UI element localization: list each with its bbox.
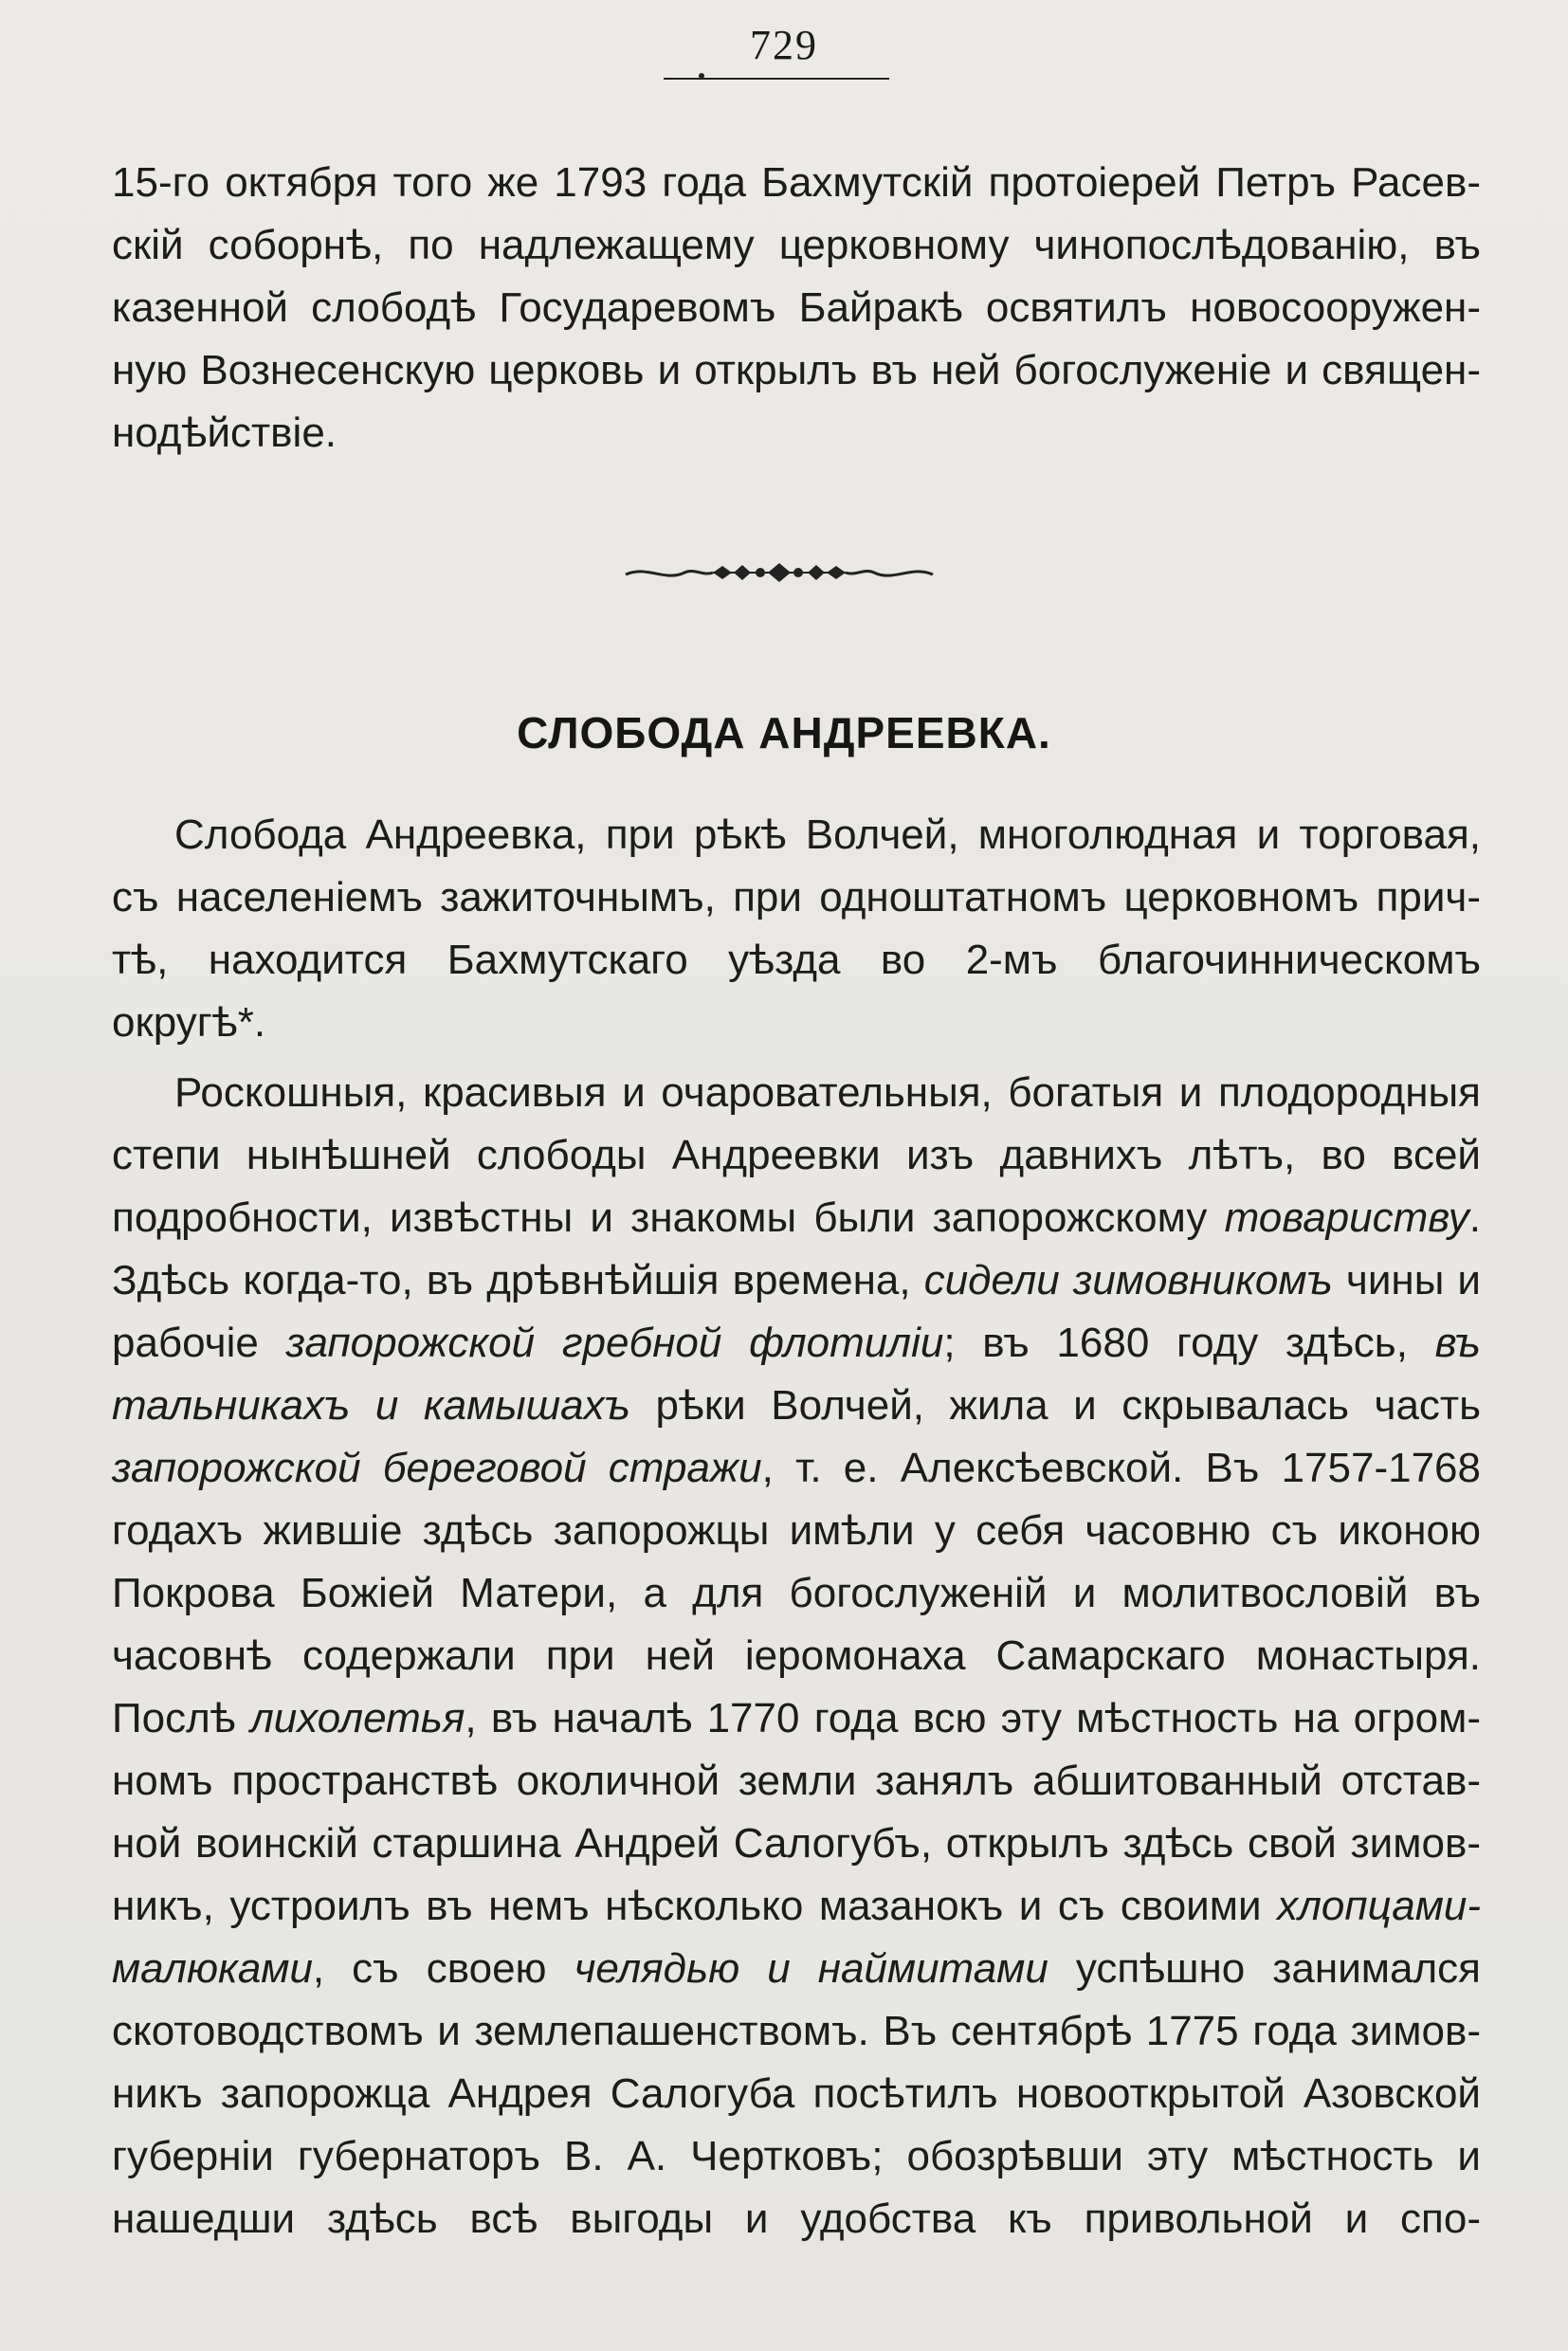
intro-paragraph bbox=[112, 152, 1481, 465]
text-run: рѣки Волчей, жила и скрывалась часть bbox=[629, 1382, 1481, 1429]
italic-term: тальникахъ и камышахъ bbox=[112, 1382, 630, 1429]
text-line: скій соборнѣ, по надлежащему церковному чинопослѣдованію, въ bbox=[112, 222, 1481, 268]
text-line: скотоводствомъ и землепашенствомъ. Въ сентябрѣ 1775 года зимов- bbox=[112, 2008, 1481, 2054]
page-number-rule bbox=[664, 78, 889, 80]
text-line: никъ запорожца Андрея Салогуба посѣтилъ новооткрытой Азовской bbox=[112, 2070, 1481, 2117]
text-run: , т. е. Алексѣевской. Въ 1757-1768 bbox=[761, 1445, 1481, 1491]
text-line: нодѣйствіе. bbox=[112, 410, 337, 456]
text-run: Послѣ bbox=[112, 1695, 250, 1741]
text-line bbox=[112, 1312, 1481, 1375]
text-line bbox=[112, 1875, 1481, 1938]
text-line: округѣ*. bbox=[112, 999, 266, 1046]
italic-term: малюками bbox=[112, 1945, 313, 1992]
italic-term: запорожской береговой стражи bbox=[112, 1445, 762, 1491]
text-line: ную Вознесенскую церковь и открылъ въ ней богослуженіе и священ- bbox=[112, 347, 1481, 393]
italic-term: сидели зимовникомъ bbox=[923, 1257, 1333, 1303]
text-line: Роскошныя, красивыя и очаровательныя, богатыя и плодородныя bbox=[174, 1069, 1481, 1116]
italic-term: лихолетья bbox=[249, 1695, 465, 1741]
text-line bbox=[112, 1249, 1481, 1312]
text-run: Здѣсь когда-то, въ дрѣвнѣйшія времена, bbox=[112, 1257, 924, 1303]
text-line: Слобода Андреевка, при рѣкѣ Волчей, многолюдная и торговая, bbox=[174, 811, 1481, 858]
paragraph-1 bbox=[112, 804, 1481, 1054]
text-line: 15-го октября того же 1793 года Бахмутскій протоіерей Петръ Расев- bbox=[112, 159, 1481, 206]
italic-term: запорожской гребной флотиліи bbox=[285, 1320, 944, 1366]
text-line: съ населеніемъ зажиточнымъ, при одноштатномъ церковномъ прич- bbox=[112, 874, 1481, 920]
text-line: нашедши здѣсь всѣ выгоды и удобства къ привольной и спо- bbox=[112, 2196, 1481, 2242]
page-number-rule-dot bbox=[699, 73, 704, 79]
text-line: годахъ жившіе здѣсь запорожцы имѣли у себя часовню съ иконою bbox=[112, 1507, 1481, 1554]
italic-term: товариству bbox=[1224, 1194, 1469, 1241]
text-line bbox=[112, 1375, 1481, 1437]
text-line bbox=[112, 1187, 1481, 1249]
text-line: тѣ, находится Бахмутскаго уѣзда во 2-мъ благочинническомъ bbox=[112, 937, 1481, 983]
text-run: чины и bbox=[1332, 1257, 1481, 1303]
text-line: номъ пространствѣ околичной земли занялъ абшитованный отстав- bbox=[112, 1758, 1481, 1804]
paragraph-2 bbox=[112, 1062, 1481, 2251]
text-line: губерніи губернаторъ В. А. Чертковъ; обозрѣвши эту мѣстность и bbox=[112, 2133, 1481, 2179]
italic-term: хлопцами- bbox=[1277, 1883, 1481, 1929]
text-run: рабочіе bbox=[112, 1320, 286, 1366]
text-run: . bbox=[1468, 1194, 1481, 1241]
text-run: , съ своею bbox=[312, 1945, 574, 1992]
text-run: ; въ 1680 году здѣсь, bbox=[943, 1320, 1435, 1366]
text-run: подробности, извѣстны и знакомы были запорожскому bbox=[112, 1194, 1225, 1241]
page-number: 729 bbox=[750, 22, 818, 68]
text-line: часовнѣ содержали при ней іеромонаха Самарскаго монастыря. bbox=[112, 1632, 1481, 1679]
text-run: успѣшно занимался bbox=[1048, 1945, 1481, 1992]
ornament-divider-icon bbox=[618, 556, 940, 590]
text-line bbox=[112, 1687, 1481, 1750]
text-line: степи нынѣшней слободы Андреевки изъ давнихъ лѣтъ, во всей bbox=[112, 1132, 1481, 1178]
italic-term: челядью и наймитами bbox=[574, 1945, 1048, 1992]
text-line: Покрова Божіей Матери, а для богослуженій и молитвословій въ bbox=[112, 1570, 1481, 1616]
section-title: СЛОБОДА АНДРЕЕВКА. bbox=[517, 708, 1051, 757]
text-line bbox=[112, 1437, 1481, 1500]
text-line: ной воинскій старшина Андрей Салогубъ, открылъ здѣсь свой зимов- bbox=[112, 1820, 1481, 1867]
text-line bbox=[112, 1938, 1481, 2000]
text-run: никъ, устроилъ въ немъ нѣсколько мазанокъ и съ своими bbox=[112, 1883, 1278, 1929]
italic-term: въ bbox=[1434, 1320, 1481, 1366]
text-line: казенной слободѣ Государевомъ Байракѣ освятилъ новосооружен- bbox=[112, 284, 1481, 331]
text-run: , въ началѣ 1770 года всю эту мѣстность на огром- bbox=[465, 1695, 1481, 1741]
